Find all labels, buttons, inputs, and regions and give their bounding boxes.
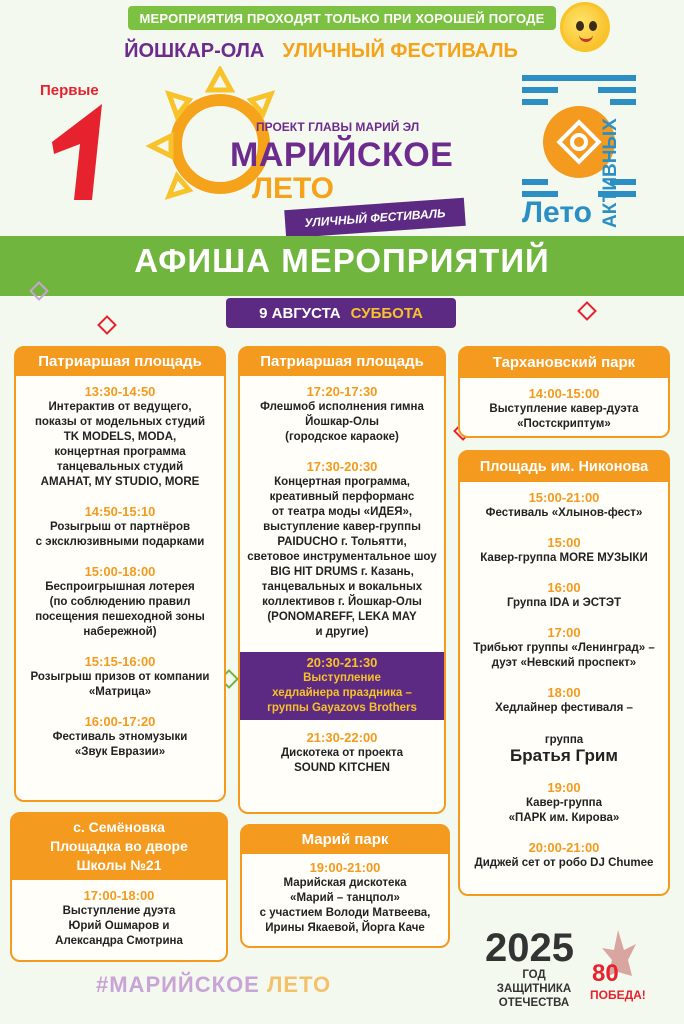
event-text: Концертная программа, креативный перформанс от театра моды «ИДЕЯ», выступление кавер-группы PAIDUCHO г. Тольятти, световое инструментальное шоу BIG HIT DRUMS г. Казань, танцевальных и вокальных коллективов г. Йошкар-Олы (PONOMAREFF, LEKA MAY и другие) [247,476,437,638]
event-time: 17:20-17:30 [306,384,378,399]
event-text: Трибьют группы «Ленинград» – дуэт «Невский проспект» [473,642,655,669]
event-item [460,840,668,871]
event-text: Выступление кавер-дуэта «Постскриптум» [489,403,639,430]
date-badge [226,298,456,328]
event-text: Кавер-группа «ПАРК им. Кирова» [508,797,620,824]
headliner-name: Братья Грим [510,746,618,765]
event-item [460,490,668,521]
venue-card-patriarshaya-1 [14,346,226,802]
mariyskoe-word: МАРИЙСКОЕ [230,136,454,174]
event-time: 21:30-22:00 [306,730,378,745]
event-time: 16:00 [547,580,581,595]
event-text: Беспроигрышная лотерея (по соблюдению правил посещения пешеходной зоны набережной) [35,581,205,638]
weather-notice: МЕРОПРИЯТИЯ ПРОХОДЯТ ТОЛЬКО ПРИ ХОРОШЕЙ ПОГОДЕ [128,6,556,30]
event-text: Выступление дуэта Юрий Ошмаров и Александра Смотрина [55,905,183,947]
venue-card-mariy-park [240,824,450,948]
event-time: 19:00-21:00 [309,860,381,875]
event-item [16,384,224,490]
page-title: АФИША МЕРОПРИЯТИЙ [134,242,550,279]
event-time: 17:30-20:30 [306,459,378,474]
event-text: Диджей сет от робо DJ Chumee [474,857,654,869]
event-time: 19:00 [547,780,581,795]
event-item [460,580,668,611]
leto-word: ЛЕТО [252,172,334,205]
venue-card-tarkhanovsky [458,346,670,438]
venue-title: Площадь им. Никонова [460,452,668,482]
event-text: Розыгрыш призов от компании «Матрица» [30,671,210,698]
event-item [16,714,224,760]
hashtag-part-b: ЛЕТО [266,972,332,997]
event-text: Хедлайнер фестиваля – [495,702,633,714]
city-name: ЙОШКАР-ОЛА [124,40,265,62]
event-text: Кавер-группа MORE МУЗЫКИ [480,552,648,564]
event-item [460,535,668,566]
event-text: Флешмоб исполнения гимна Йошкар-Олы (городское караоке) [260,401,424,443]
event-time: 14:00-15:00 [528,386,600,401]
victory-word: ПОБЕДА! [590,988,646,1002]
event-item [16,504,224,550]
aktiv-word: АКТИВНЫХ [600,118,621,228]
headliner-prefix: группа [544,734,584,746]
event-text: Розыгрыш от партнёров с эксклюзивными подарками [35,521,205,548]
street-festival-tag: УЛИЧНЫЙ ФЕСТИВАЛЬ [284,198,466,238]
pervye-logo-icon [44,102,114,202]
event-item [12,888,226,949]
venue-title: с. Семёновка Площадка во дворе Школы №21 [12,814,226,880]
event-time: 16:00-17:20 [84,714,156,729]
aktiv-leto-word: Лето [522,196,592,229]
event-text: Интерактив от ведущего, показы от модельных студий TK MODELS, MODA, концертная программа танцевальных студий AMAHAT, MY STUDIO, MORE [34,401,206,488]
date-weekday: СУББОТА [350,304,423,322]
event-time: 15:15-16:00 [84,654,156,669]
event-text: Фестиваль «Хлынов-фест» [485,507,643,519]
venue-card-semenovka [10,812,228,962]
event-time: 17:00-18:00 [83,888,155,903]
sun-mascot-icon [560,2,610,52]
venue-title: Марий парк [242,826,448,854]
project-subtitle: ПРОЕКТ ГЛАВЫ МАРИЙ ЭЛ [256,120,420,134]
event-time: 15:00-21:00 [528,490,600,505]
pervye-logo-text: Первые [40,82,99,99]
event-item [240,730,444,776]
date-day: 9 АВГУСТА [259,304,341,322]
headliner-event-item [240,652,444,720]
headliner-line [460,718,668,766]
event-item [460,780,668,826]
venue-title: Патриаршая площадь [16,348,224,376]
event-text: Марийская дискотека «Марий – танцпол» с участием Володи Матвеева, Ирины Якаевой, Йорга Каче [259,877,431,934]
event-text: Фестиваль этномузыки «Звук Евразии» [52,731,188,758]
event-text: Выступление хедлайнера праздника – группы Gayazovs Brothers [267,672,417,714]
year-number: 2025 [485,926,574,970]
event-time: 17:00 [547,625,581,640]
hashtag [96,972,331,998]
hashtag-part-a: #МАРИЙСКОЕ [96,972,260,997]
event-text: Группа IDA и ЭСТЭТ [506,597,622,609]
event-item [242,860,448,936]
event-text: Дискотека от проекта SOUND KITCHEN [280,747,404,774]
event-time: 15:00-18:00 [84,564,156,579]
victory-80-number: 80 [592,960,619,987]
diamond-decor-icon [577,301,597,321]
event-time: 15:00 [547,535,581,550]
event-item [16,564,224,640]
festival-name: УЛИЧНЫЙ ФЕСТИВАЛЬ [282,40,518,62]
venue-title: Патриаршая площадь [240,348,444,376]
event-item [460,386,668,432]
event-item [240,459,444,640]
event-time: 18:00 [547,685,581,700]
event-item [16,654,224,700]
diamond-decor-icon [97,315,117,335]
year-subtitle: ГОД ЗАЩИТНИКА ОТЕЧЕСТВА [496,969,572,1009]
venue-title: Тархановский парк [460,348,668,378]
event-time: 14:50-15:10 [84,504,156,519]
event-item [460,625,668,671]
event-item [460,685,668,766]
event-time: 20:00-21:00 [528,840,600,855]
event-time: 20:30-21:30 [306,655,378,670]
venue-card-patriarshaya-2 [238,346,446,814]
venue-card-nikonova [458,450,670,896]
event-time: 13:30-14:50 [84,384,156,399]
event-item [240,384,444,445]
